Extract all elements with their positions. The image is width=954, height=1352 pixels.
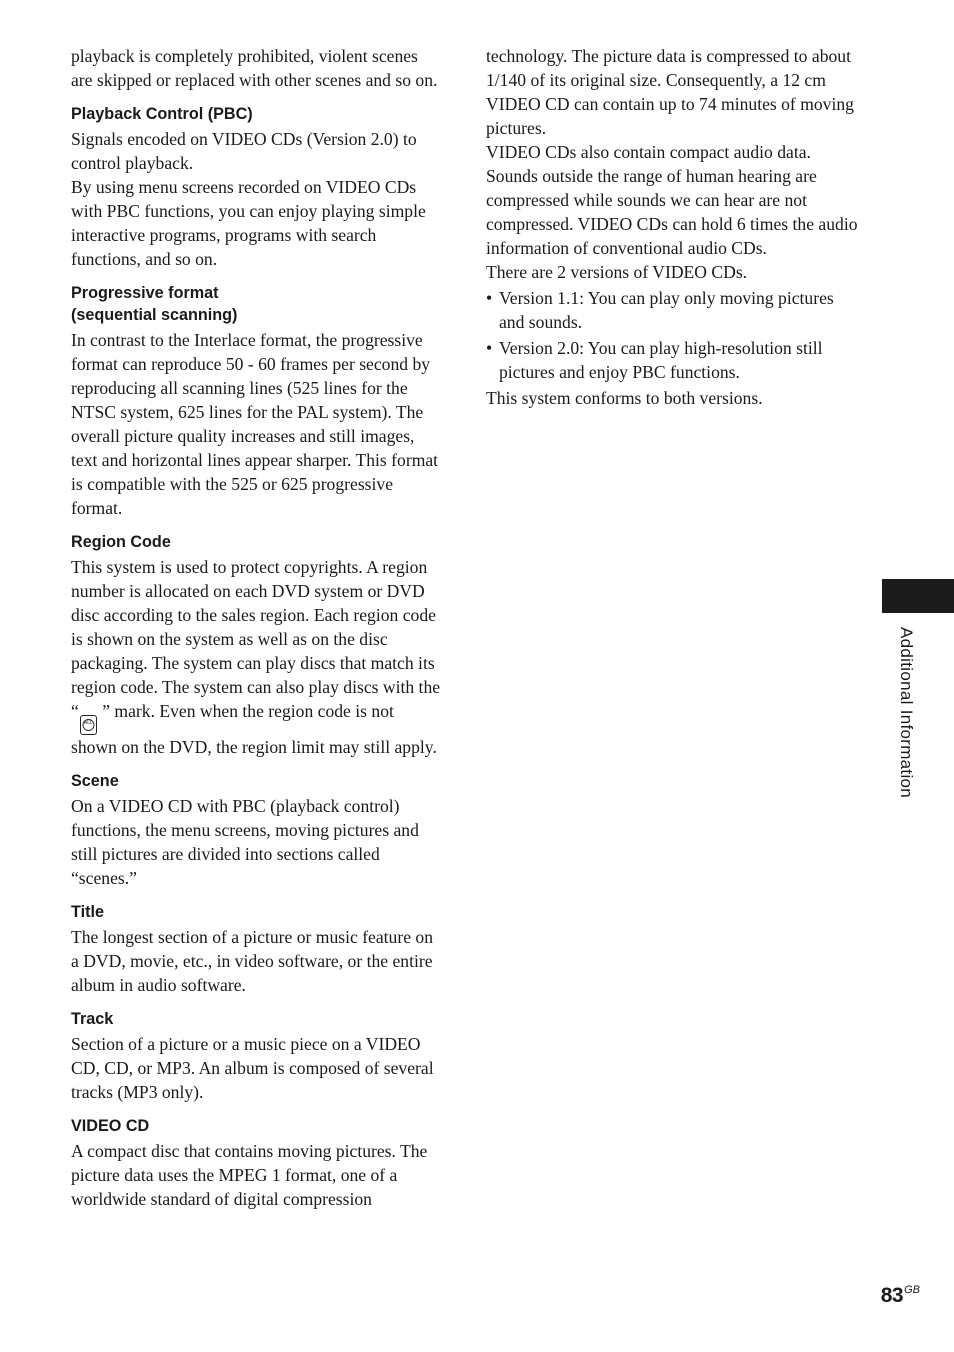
progressive-paragraph: In contrast to the Interlace format, the progressive format can reproduce 50 - 60 frames per second by reproducing all scanning lines (525 lines for the NTSC system, 625 lines for the PAL system). The overall picture quality increases and still images, text and horizontal lines appear sharper. This format is compatible with the 525 or 625 progressive format.: [71, 330, 439, 518]
list-item: [486, 336, 858, 384]
audio-data-paragraph: VIDEO CDs also contain compact audio data. Sounds outside the range of human hearing are compressed while sounds we can hear are not compressed. VIDEO CDs can hold 6 times the audio information of conventional audio CDs.: [486, 142, 858, 258]
title-heading: Title: [71, 903, 104, 921]
region-mark-label: ALL: [83, 720, 93, 726]
video-cd-heading: VIDEO CD: [71, 1117, 150, 1135]
track-heading: Track: [71, 1010, 114, 1028]
pbc-heading: Playback Control (PBC): [71, 105, 253, 123]
region-code-paragraph: [71, 555, 443, 759]
page-number: [881, 1284, 920, 1308]
region-all-mark-icon: [80, 715, 97, 735]
scene-paragraph: On a VIDEO CD with PBC (playback control) functions, the menu screens, moving pictures and still pictures are divided into sections called “scenes.”: [71, 796, 419, 888]
versions-list: [486, 286, 858, 384]
list-item: [486, 286, 858, 334]
section-side-label: Additional Information: [897, 627, 916, 799]
intro-paragraph: playback is completely prohibited, violent scenes are skipped or replaced with other scenes and so on.: [71, 46, 438, 90]
right-column: [486, 44, 858, 410]
conforms-paragraph: This system conforms to both versions.: [486, 388, 763, 408]
pbc-paragraph-2: By using menu screens recorded on VIDEO CDs with PBC functions, you can enjoy playing simple interactive programs, programs with search functions, and so on.: [71, 177, 426, 269]
version-2-text: Version 2.0: You can play high-resolution still pictures and enjoy PBC functions.: [499, 338, 823, 382]
track-paragraph: Section of a picture or a music piece on a VIDEO CD, CD, or MP3. An album is composed of several tracks (MP3 only).: [71, 1034, 434, 1102]
left-column: [71, 44, 443, 1211]
version-1-text: Version 1.1: You can play only moving pictures and sounds.: [499, 288, 834, 332]
progressive-heading-line2: (sequential scanning): [71, 306, 238, 324]
progressive-heading: [71, 282, 443, 326]
region-text-after: ” mark. Even when the region code is not shown on the DVD, the region limit may still apply.: [71, 701, 437, 757]
page-number-value: 83: [880, 1284, 904, 1307]
versions-intro: There are 2 versions of VIDEO CDs.: [486, 262, 748, 282]
bullet-icon: •: [486, 338, 493, 358]
progressive-heading-line1: Progressive format: [71, 284, 219, 302]
pbc-paragraph-1: Signals encoded on VIDEO CDs (Version 2.0) to control playback.: [71, 129, 417, 173]
page-number-suffix: GB: [904, 1284, 920, 1296]
section-tab-marker: [882, 579, 954, 613]
region-text-before: This system is used to protect copyrights. A region number is allocated on each DVD system or DVD disc according to the sales region. Each region code is shown on the system as well as on the disc packaging. The system can play discs that match its region code. The system can also play discs with the “: [71, 557, 441, 721]
video-cd-paragraph: A compact disc that contains moving pictures. The picture data uses the MPEG 1 format, one of a worldwide standard of digital compression: [71, 1141, 428, 1209]
bullet-icon: •: [486, 288, 493, 308]
scene-heading: Scene: [71, 772, 119, 790]
region-code-heading: Region Code: [71, 533, 171, 551]
title-paragraph: The longest section of a picture or music feature on a DVD, movie, etc., in video software, or the entire album in audio software.: [71, 927, 434, 995]
video-cd-continued-paragraph: technology. The picture data is compressed to about 1/140 of its original size. Consequently, a 12 cm VIDEO CD can contain up to 74 minutes of moving pictures.: [486, 46, 854, 138]
